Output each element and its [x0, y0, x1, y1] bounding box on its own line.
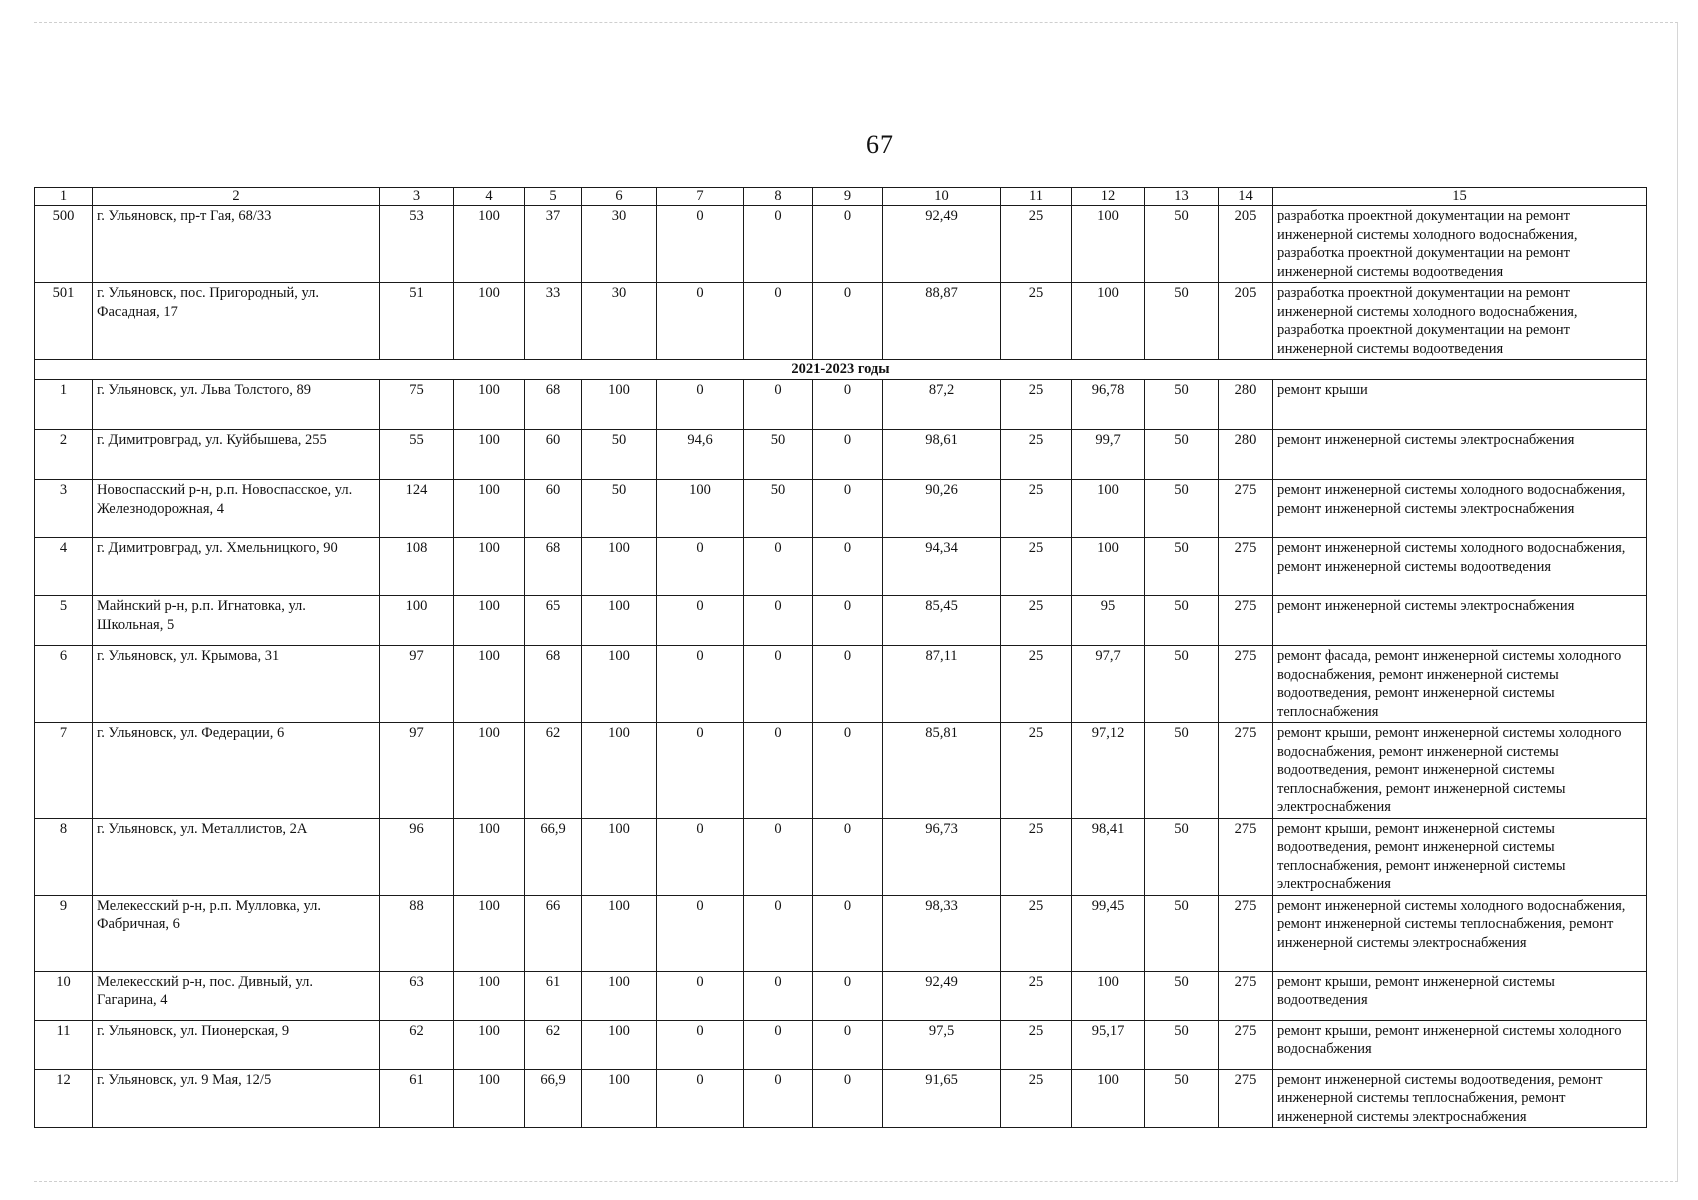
value-cell: 96	[380, 818, 454, 895]
value-cell: 0	[813, 596, 883, 646]
table-row	[35, 283, 1647, 360]
value-cell: 50	[1145, 480, 1219, 538]
value-cell: 25	[1001, 895, 1072, 971]
address-cell: г. Ульяновск, ул. Металлистов, 2А	[93, 818, 380, 895]
works-cell: ремонт инженерной системы водоотведения, ремонт инженерной системы теплоснабжения, ремонт инженерной системы электроснабжения	[1273, 1069, 1647, 1128]
value-cell: 50	[1145, 283, 1219, 360]
value-cell: 100	[454, 380, 525, 430]
works-cell: ремонт крыши	[1273, 380, 1647, 430]
value-cell: 0	[657, 895, 744, 971]
value-cell: 0	[657, 1020, 744, 1069]
value-cell: 25	[1001, 1020, 1072, 1069]
works-cell: ремонт инженерной системы холодного водоснабжения, ремонт инженерной системы электроснабжения	[1273, 480, 1647, 538]
value-cell: 0	[657, 380, 744, 430]
value-cell: 88	[380, 895, 454, 971]
column-number: 1	[35, 188, 93, 206]
works-cell: разработка проектной документации на ремонт инженерной системы холодного водоснабжения, разработка проектной документации на ремонт инженерной системы водоотведения	[1273, 206, 1647, 283]
address-cell: Мелекесский р-н, пос. Дивный, ул. Гагарина, 4	[93, 971, 380, 1020]
value-cell: 100	[380, 596, 454, 646]
value-cell: 60	[525, 480, 582, 538]
value-cell: 25	[1001, 646, 1072, 723]
value-cell: 100	[454, 538, 525, 596]
value-cell: 100	[582, 380, 657, 430]
value-cell: 25	[1001, 206, 1072, 283]
address-cell: г. Ульяновск, пр-т Гая, 68/33	[93, 206, 380, 283]
row-number-cell: 500	[35, 206, 93, 283]
column-number: 10	[883, 188, 1001, 206]
works-cell: ремонт инженерной системы холодного водоснабжения, ремонт инженерной системы теплоснабжения, ремонт инженерной системы электроснабжения	[1273, 895, 1647, 971]
value-cell: 205	[1219, 283, 1273, 360]
value-cell: 0	[657, 971, 744, 1020]
value-cell: 0	[813, 283, 883, 360]
value-cell: 50	[1145, 818, 1219, 895]
value-cell: 100	[1072, 1069, 1145, 1128]
value-cell: 25	[1001, 430, 1072, 480]
row-number-cell: 5	[35, 596, 93, 646]
value-cell: 0	[657, 1069, 744, 1128]
value-cell: 88,87	[883, 283, 1001, 360]
value-cell: 95,17	[1072, 1020, 1145, 1069]
data-table	[34, 187, 1647, 1128]
works-cell: ремонт фасада, ремонт инженерной системы холодного водоснабжения, ремонт инженерной системы водоотведения, ремонт инженерной системы теплоснабжения	[1273, 646, 1647, 723]
value-cell: 0	[744, 538, 813, 596]
value-cell: 50	[1145, 971, 1219, 1020]
table-row	[35, 1069, 1647, 1128]
value-cell: 92,49	[883, 206, 1001, 283]
value-cell: 100	[454, 596, 525, 646]
value-cell: 100	[657, 480, 744, 538]
value-cell: 0	[813, 895, 883, 971]
value-cell: 0	[657, 646, 744, 723]
value-cell: 50	[744, 430, 813, 480]
address-cell: г. Димитровград, ул. Хмельницкого, 90	[93, 538, 380, 596]
column-number: 3	[380, 188, 454, 206]
table-row	[35, 596, 1647, 646]
value-cell: 62	[525, 723, 582, 819]
value-cell: 61	[380, 1069, 454, 1128]
value-cell: 100	[1072, 538, 1145, 596]
address-cell: г. Ульяновск, ул. 9 Мая, 12/5	[93, 1069, 380, 1128]
value-cell: 0	[657, 818, 744, 895]
value-cell: 25	[1001, 971, 1072, 1020]
value-cell: 68	[525, 380, 582, 430]
value-cell: 25	[1001, 818, 1072, 895]
address-cell: Майнский р-н, р.п. Игнатовка, ул. Школьная, 5	[93, 596, 380, 646]
value-cell: 55	[380, 430, 454, 480]
value-cell: 25	[1001, 480, 1072, 538]
value-cell: 275	[1219, 646, 1273, 723]
value-cell: 85,45	[883, 596, 1001, 646]
column-number: 8	[744, 188, 813, 206]
value-cell: 100	[1072, 480, 1145, 538]
value-cell: 66,9	[525, 1069, 582, 1128]
value-cell: 51	[380, 283, 454, 360]
value-cell: 124	[380, 480, 454, 538]
value-cell: 91,65	[883, 1069, 1001, 1128]
column-number: 11	[1001, 188, 1072, 206]
value-cell: 98,61	[883, 430, 1001, 480]
page-number: 67	[866, 130, 894, 159]
column-number: 15	[1273, 188, 1647, 206]
value-cell: 50	[582, 430, 657, 480]
value-cell: 275	[1219, 723, 1273, 819]
value-cell: 0	[744, 646, 813, 723]
value-cell: 96,73	[883, 818, 1001, 895]
value-cell: 0	[813, 1020, 883, 1069]
value-cell: 99,45	[1072, 895, 1145, 971]
value-cell: 100	[1072, 971, 1145, 1020]
address-cell: Мелекесский р-н, р.п. Мулловка, ул. Фабричная, 6	[93, 895, 380, 971]
column-number: 12	[1072, 188, 1145, 206]
table-row	[35, 538, 1647, 596]
value-cell: 98,33	[883, 895, 1001, 971]
value-cell: 85,81	[883, 723, 1001, 819]
row-number-cell: 6	[35, 646, 93, 723]
value-cell: 0	[813, 430, 883, 480]
section-row	[35, 360, 1647, 380]
column-number: 13	[1145, 188, 1219, 206]
value-cell: 0	[657, 206, 744, 283]
value-cell: 53	[380, 206, 454, 283]
value-cell: 60	[525, 430, 582, 480]
column-number: 14	[1219, 188, 1273, 206]
works-cell: ремонт крыши, ремонт инженерной системы водоотведения	[1273, 971, 1647, 1020]
value-cell: 0	[813, 1069, 883, 1128]
value-cell: 50	[1145, 646, 1219, 723]
value-cell: 100	[454, 895, 525, 971]
address-cell: г. Ульяновск, ул. Льва Толстого, 89	[93, 380, 380, 430]
value-cell: 50	[1145, 430, 1219, 480]
value-cell: 100	[454, 206, 525, 283]
row-number-cell: 1	[35, 380, 93, 430]
value-cell: 50	[1145, 380, 1219, 430]
value-cell: 100	[582, 895, 657, 971]
value-cell: 100	[454, 971, 525, 1020]
row-number-cell: 7	[35, 723, 93, 819]
value-cell: 0	[813, 971, 883, 1020]
value-cell: 108	[380, 538, 454, 596]
value-cell: 0	[813, 380, 883, 430]
value-cell: 87,11	[883, 646, 1001, 723]
value-cell: 0	[744, 818, 813, 895]
row-number-cell: 8	[35, 818, 93, 895]
table-row	[35, 480, 1647, 538]
value-cell: 87,2	[883, 380, 1001, 430]
value-cell: 275	[1219, 538, 1273, 596]
value-cell: 280	[1219, 430, 1273, 480]
value-cell: 98,41	[1072, 818, 1145, 895]
value-cell: 25	[1001, 538, 1072, 596]
row-number-cell: 11	[35, 1020, 93, 1069]
value-cell: 0	[744, 1020, 813, 1069]
value-cell: 0	[813, 646, 883, 723]
value-cell: 30	[582, 206, 657, 283]
value-cell: 65	[525, 596, 582, 646]
row-number-cell: 3	[35, 480, 93, 538]
table-row	[35, 1020, 1647, 1069]
value-cell: 68	[525, 538, 582, 596]
value-cell: 275	[1219, 480, 1273, 538]
value-cell: 0	[744, 971, 813, 1020]
row-number-cell: 9	[35, 895, 93, 971]
value-cell: 66,9	[525, 818, 582, 895]
value-cell: 30	[582, 283, 657, 360]
value-cell: 275	[1219, 1069, 1273, 1128]
section-title: 2021-2023 годы	[35, 360, 1647, 380]
value-cell: 50	[1145, 538, 1219, 596]
value-cell: 100	[582, 538, 657, 596]
table-row	[35, 206, 1647, 283]
value-cell: 50	[1145, 206, 1219, 283]
value-cell: 25	[1001, 723, 1072, 819]
value-cell: 25	[1001, 596, 1072, 646]
value-cell: 50	[1145, 596, 1219, 646]
value-cell: 61	[525, 971, 582, 1020]
value-cell: 100	[454, 723, 525, 819]
table-row	[35, 818, 1647, 895]
value-cell: 0	[744, 1069, 813, 1128]
table-row	[35, 723, 1647, 819]
value-cell: 97	[380, 723, 454, 819]
value-cell: 100	[454, 480, 525, 538]
value-cell: 68	[525, 646, 582, 723]
value-cell: 0	[813, 723, 883, 819]
column-number: 6	[582, 188, 657, 206]
value-cell: 275	[1219, 895, 1273, 971]
value-cell: 25	[1001, 283, 1072, 360]
value-cell: 96,78	[1072, 380, 1145, 430]
value-cell: 33	[525, 283, 582, 360]
value-cell: 275	[1219, 971, 1273, 1020]
address-cell: г. Ульяновск, ул. Пионерская, 9	[93, 1020, 380, 1069]
works-cell: разработка проектной документации на ремонт инженерной системы холодного водоснабжения, разработка проектной документации на ремонт инженерной системы водоотведения	[1273, 283, 1647, 360]
value-cell: 97,5	[883, 1020, 1001, 1069]
value-cell: 62	[380, 1020, 454, 1069]
column-number: 4	[454, 188, 525, 206]
value-cell: 0	[657, 538, 744, 596]
value-cell: 100	[582, 1020, 657, 1069]
value-cell: 0	[657, 596, 744, 646]
address-cell: г. Ульяновск, пос. Пригородный, ул. Фасадная, 17	[93, 283, 380, 360]
value-cell: 63	[380, 971, 454, 1020]
value-cell: 94,34	[883, 538, 1001, 596]
value-cell: 275	[1219, 1020, 1273, 1069]
value-cell: 280	[1219, 380, 1273, 430]
address-cell: Новоспасский р-н, р.п. Новоспасское, ул. Железнодорожная, 4	[93, 480, 380, 538]
value-cell: 0	[744, 206, 813, 283]
column-number: 2	[93, 188, 380, 206]
value-cell: 0	[813, 818, 883, 895]
value-cell: 100	[454, 1069, 525, 1128]
value-cell: 275	[1219, 818, 1273, 895]
value-cell: 50	[1145, 1069, 1219, 1128]
value-cell: 100	[1072, 206, 1145, 283]
value-cell: 100	[454, 646, 525, 723]
works-cell: ремонт инженерной системы электроснабжения	[1273, 596, 1647, 646]
value-cell: 100	[454, 283, 525, 360]
works-cell: ремонт инженерной системы холодного водоснабжения, ремонт инженерной системы водоотведения	[1273, 538, 1647, 596]
table-row	[35, 430, 1647, 480]
value-cell: 100	[582, 971, 657, 1020]
value-cell: 0	[813, 538, 883, 596]
value-cell: 50	[1145, 1020, 1219, 1069]
value-cell: 100	[582, 723, 657, 819]
table-body	[35, 188, 1647, 1128]
value-cell: 50	[582, 480, 657, 538]
value-cell: 62	[525, 1020, 582, 1069]
value-cell: 205	[1219, 206, 1273, 283]
works-cell: ремонт крыши, ремонт инженерной системы холодного водоснабжения, ремонт инженерной системы водоотведения, ремонт инженерной системы теплоснабжения, ремонт инженерной системы электроснабжения	[1273, 723, 1647, 819]
value-cell: 0	[657, 283, 744, 360]
value-cell: 100	[582, 596, 657, 646]
value-cell: 50	[1145, 895, 1219, 971]
value-cell: 0	[744, 723, 813, 819]
value-cell: 37	[525, 206, 582, 283]
value-cell: 100	[1072, 283, 1145, 360]
column-number-row	[35, 188, 1647, 206]
column-number: 7	[657, 188, 744, 206]
table-row	[35, 646, 1647, 723]
value-cell: 90,26	[883, 480, 1001, 538]
value-cell: 97,7	[1072, 646, 1145, 723]
value-cell: 0	[813, 206, 883, 283]
value-cell: 0	[744, 380, 813, 430]
value-cell: 50	[744, 480, 813, 538]
value-cell: 100	[582, 1069, 657, 1128]
table-row	[35, 895, 1647, 971]
value-cell: 100	[582, 646, 657, 723]
value-cell: 66	[525, 895, 582, 971]
row-number-cell: 10	[35, 971, 93, 1020]
value-cell: 100	[582, 818, 657, 895]
value-cell: 75	[380, 380, 454, 430]
address-cell: г. Ульяновск, ул. Крымова, 31	[93, 646, 380, 723]
value-cell: 50	[1145, 723, 1219, 819]
value-cell: 25	[1001, 1069, 1072, 1128]
value-cell: 275	[1219, 596, 1273, 646]
value-cell: 0	[813, 480, 883, 538]
table-row	[35, 380, 1647, 430]
works-cell: ремонт крыши, ремонт инженерной системы холодного водоснабжения	[1273, 1020, 1647, 1069]
value-cell: 97,12	[1072, 723, 1145, 819]
row-number-cell: 2	[35, 430, 93, 480]
value-cell: 100	[454, 1020, 525, 1069]
value-cell: 25	[1001, 380, 1072, 430]
table-row	[35, 971, 1647, 1020]
address-cell: г. Димитровград, ул. Куйбышева, 255	[93, 430, 380, 480]
address-cell: г. Ульяновск, ул. Федерации, 6	[93, 723, 380, 819]
value-cell: 97	[380, 646, 454, 723]
column-number: 9	[813, 188, 883, 206]
value-cell: 0	[744, 596, 813, 646]
value-cell: 94,6	[657, 430, 744, 480]
value-cell: 92,49	[883, 971, 1001, 1020]
value-cell: 100	[454, 818, 525, 895]
works-cell: ремонт инженерной системы электроснабжения	[1273, 430, 1647, 480]
value-cell: 0	[744, 895, 813, 971]
row-number-cell: 4	[35, 538, 93, 596]
row-number-cell: 501	[35, 283, 93, 360]
works-cell: ремонт крыши, ремонт инженерной системы водоотведения, ремонт инженерной системы теплоснабжения, ремонт инженерной системы электроснабжения	[1273, 818, 1647, 895]
value-cell: 100	[454, 430, 525, 480]
value-cell: 0	[657, 723, 744, 819]
value-cell: 0	[744, 283, 813, 360]
value-cell: 95	[1072, 596, 1145, 646]
value-cell: 99,7	[1072, 430, 1145, 480]
column-number: 5	[525, 188, 582, 206]
row-number-cell: 12	[35, 1069, 93, 1128]
